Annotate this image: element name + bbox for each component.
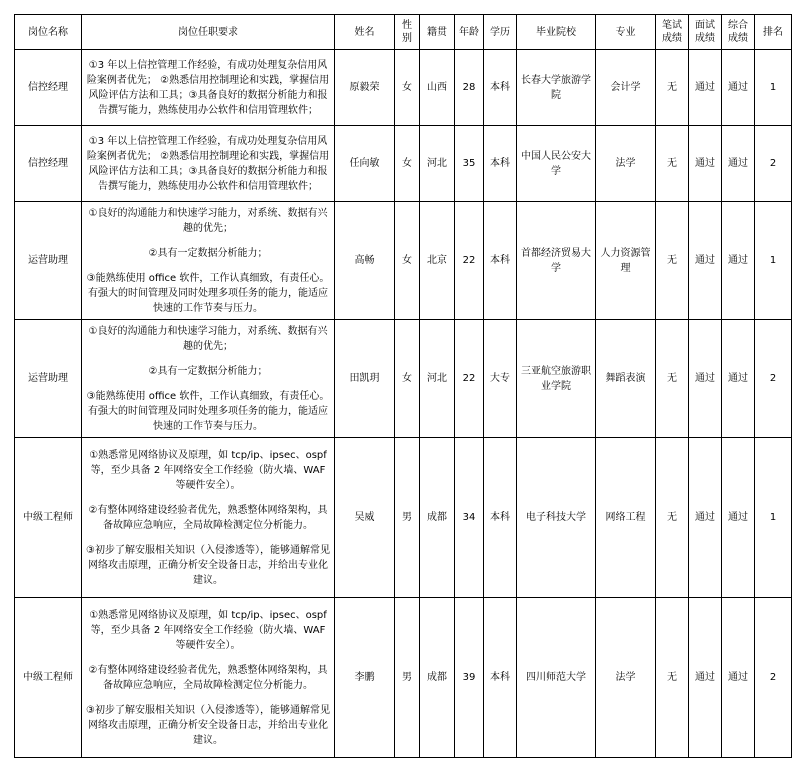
name-cell: 高畅 [335,202,395,320]
school-cell: 电子科技大学 [517,438,596,598]
interview-score-cell: 通过 [689,320,722,438]
written-score-cell: 无 [656,438,689,598]
table-row [15,320,792,438]
written-score-cell: 无 [656,320,689,438]
interview-score-cell: 通过 [689,598,722,758]
written-score-cell: 无 [656,126,689,202]
requirement-paragraph: ①3 年以上信控管理工作经验，有成功处理复杂信用风险案例者优先； ②熟悉信用控制理论和实践，掌握信用风险评估方法和工具；③具备良好的数据分析能力和报告撰写能力，熟练使用办公软件和信用管理软件； [86,59,330,116]
header-cell: 姓名 [335,15,395,50]
requirement-paragraph: ②具有一定数据分析能力； [148,365,268,377]
origin-cell: 北京 [420,202,455,320]
header-cell: 毕业院校 [517,15,596,50]
interview-score-cell: 通过 [689,202,722,320]
school-cell: 长春大学旅游学院 [517,50,596,126]
position-cell: 中级工程师 [15,438,82,598]
gender-cell: 女 [395,202,420,320]
candidate-results-table [14,14,792,758]
table-row [15,126,792,202]
age-cell: 22 [455,320,484,438]
name-cell: 李鹏 [335,598,395,758]
age-cell: 34 [455,438,484,598]
header-cell: 籍贯 [420,15,455,50]
major-cell: 会计学 [596,50,656,126]
school-cell: 三亚航空旅游职业学院 [517,320,596,438]
header-cell: 专业 [596,15,656,50]
written-score-cell: 无 [656,598,689,758]
education-cell: 本科 [484,598,517,758]
requirement-paragraph: ②具有一定数据分析能力； [148,247,268,259]
major-cell: 法学 [596,598,656,758]
requirements-cell [82,50,335,126]
rank-cell: 1 [755,202,792,320]
gender-cell: 男 [395,598,420,758]
major-cell: 网络工程 [596,438,656,598]
requirement-paragraph: ①良好的沟通能力和快速学习能力，对系统、数据有兴趣的优先； [88,207,328,234]
header-cell: 综合成绩 [722,15,755,50]
school-cell: 首都经济贸易大学 [517,202,596,320]
requirement-paragraph: ①熟悉常见网络协议及原理，如 tcp/ip、ipsec、ospf 等，至少具备 2 年网络安全工作经验（防火墙、WAF 等硬件安全）。 [89,449,327,491]
position-cell: 中级工程师 [15,598,82,758]
origin-cell: 成都 [420,598,455,758]
overall-score-cell: 通过 [722,126,755,202]
requirement-paragraph: ①良好的沟通能力和快速学习能力，对系统、数据有兴趣的优先； [88,325,328,352]
school-cell: 中国人民公安大学 [517,126,596,202]
header-cell: 学历 [484,15,517,50]
education-cell: 本科 [484,50,517,126]
header-cell: 性别 [395,15,420,50]
header-cell: 年龄 [455,15,484,50]
header-cell: 笔试成绩 [656,15,689,50]
requirement-paragraph: ①3 年以上信控管理工作经验，有成功处理复杂信用风险案例者优先； ②熟悉信用控制理论和实践，掌握信用风险评估方法和工具；③具备良好的数据分析能力和报告撰写能力，熟练使用办公软件和信用管理软件； [86,135,330,192]
header-cell: 岗位任职要求 [82,15,335,50]
overall-score-cell: 通过 [722,202,755,320]
gender-cell: 女 [395,320,420,438]
gender-cell: 女 [395,50,420,126]
overall-score-cell: 通过 [722,320,755,438]
requirement-paragraph: ③初步了解安服相关知识（入侵渗透等），能够通解常见网络攻击原理，正确分析安全设备日志，并给出专业化建议。 [86,544,330,586]
name-cell: 田凯玥 [335,320,395,438]
header-cell: 岗位名称 [15,15,82,50]
table-row [15,202,792,320]
requirement-paragraph: ②有整体网络建设经验者优先，熟悉整体网络架构，具备故障应急响应，全局故障检测定位分析能力。 [88,504,328,531]
origin-cell: 河北 [420,320,455,438]
age-cell: 28 [455,50,484,126]
rank-cell: 2 [755,320,792,438]
education-cell: 大专 [484,320,517,438]
header-cell: 面试成绩 [689,15,722,50]
requirement-paragraph: ①熟悉常见网络协议及原理，如 tcp/ip、ipsec、ospf 等，至少具备 2 年网络安全工作经验（防火墙、WAF 等硬件安全）。 [89,609,327,651]
gender-cell: 男 [395,438,420,598]
rank-cell: 2 [755,598,792,758]
origin-cell: 山西 [420,50,455,126]
rank-cell: 1 [755,438,792,598]
table-row [15,438,792,598]
rank-cell: 2 [755,126,792,202]
requirement-paragraph: ③能熟练使用 office 软件，工作认真细致，有责任心。有强大的时间管理及同时处理多项任务的能力，能适应快速的工作节奏与压力。 [86,272,330,314]
rank-cell: 1 [755,50,792,126]
name-cell: 吴威 [335,438,395,598]
gender-cell: 女 [395,126,420,202]
requirements-cell [82,202,335,320]
written-score-cell: 无 [656,50,689,126]
document-page [14,14,792,758]
major-cell: 舞蹈表演 [596,320,656,438]
position-cell: 信控经理 [15,50,82,126]
age-cell: 35 [455,126,484,202]
position-cell: 运营助理 [15,202,82,320]
education-cell: 本科 [484,202,517,320]
requirement-paragraph: ②有整体网络建设经验者优先，熟悉整体网络架构，具备故障应急响应，全局故障检测定位分析能力。 [88,664,328,691]
requirements-cell [82,438,335,598]
interview-score-cell: 通过 [689,438,722,598]
interview-score-cell: 通过 [689,50,722,126]
overall-score-cell: 通过 [722,438,755,598]
header-cell: 排名 [755,15,792,50]
age-cell: 22 [455,202,484,320]
school-cell: 四川师范大学 [517,598,596,758]
name-cell: 任向敏 [335,126,395,202]
age-cell: 39 [455,598,484,758]
education-cell: 本科 [484,438,517,598]
overall-score-cell: 通过 [722,598,755,758]
overall-score-cell: 通过 [722,50,755,126]
requirement-paragraph: ③能熟练使用 office 软件，工作认真细致，有责任心。有强大的时间管理及同时处理多项任务的能力，能适应快速的工作节奏与压力。 [86,390,330,432]
requirements-cell [82,126,335,202]
major-cell: 人力资源管理 [596,202,656,320]
requirement-paragraph: ③初步了解安服相关知识（入侵渗透等），能够通解常见网络攻击原理，正确分析安全设备日志，并给出专业化建议。 [86,704,330,746]
table-header-row [15,15,792,50]
origin-cell: 成都 [420,438,455,598]
origin-cell: 河北 [420,126,455,202]
position-cell: 信控经理 [15,126,82,202]
table-row [15,598,792,758]
major-cell: 法学 [596,126,656,202]
table-row [15,50,792,126]
requirements-cell [82,598,335,758]
position-cell: 运营助理 [15,320,82,438]
written-score-cell: 无 [656,202,689,320]
education-cell: 本科 [484,126,517,202]
requirements-cell [82,320,335,438]
name-cell: 原毅荣 [335,50,395,126]
interview-score-cell: 通过 [689,126,722,202]
